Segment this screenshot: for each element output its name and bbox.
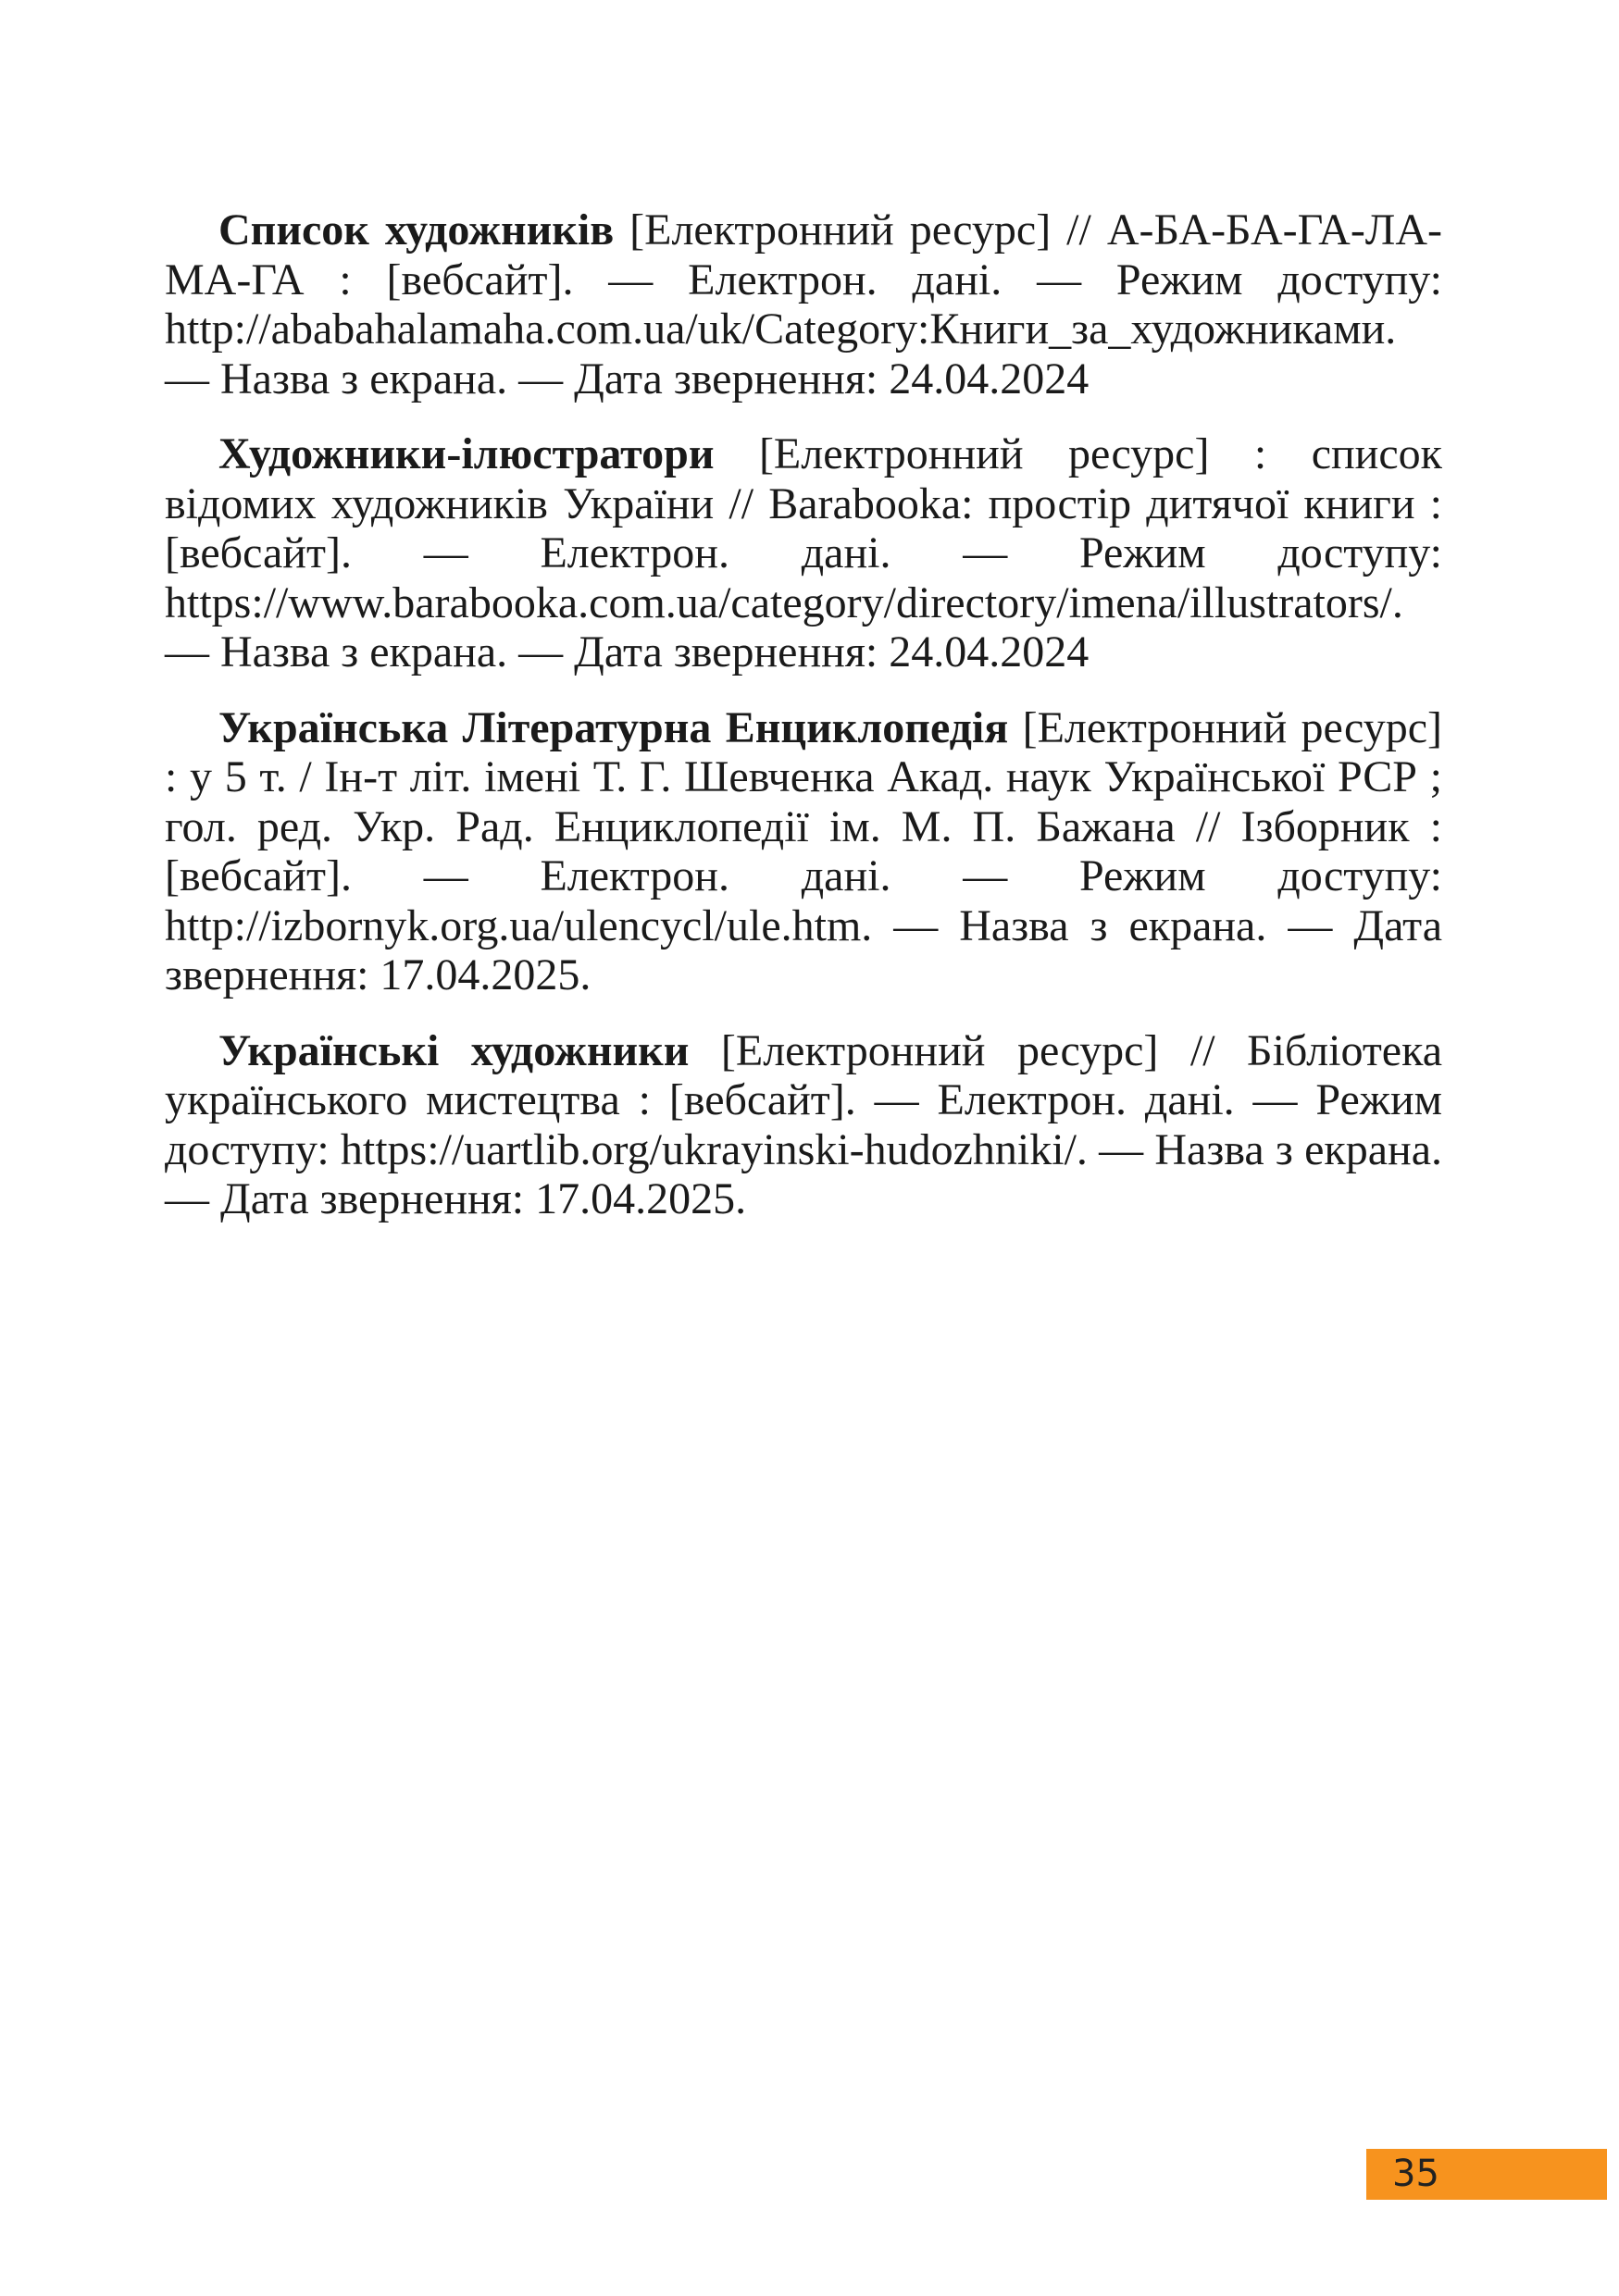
bibliography-entry <box>165 429 1442 677</box>
entry-text: [Електронний ресурс] : у 5 т. / Ін-т літ. імені Т. Г. Шевченка Акад. наук Української РСР ; гол. ред. Укр. Рад. Енциклопедії ім. М. П. Бажана // Ізборник : [вебсайт]. — Електрон. дані. — Режим доступу: http://izbornyk.org.ua/ulencycl/ule.htm. — Назва з екрана. — Дата звернення: 17.04.2025. <box>165 702 1442 999</box>
entry-title: Українські художники <box>218 1025 690 1075</box>
entry-title: Художники-ілюстратори <box>218 429 715 478</box>
bibliography-entry <box>165 703 1442 1000</box>
entry-text: [Електронний ресурс] // А-БА-БА-ГА-ЛА-МА-ГА : [вебсайт]. — Електрон. дані. — Режим доступу: http://ababahalamaha.com.ua/uk/Category:Книги_за_художниками. — Назва з екрана. — Дата звернення: 24.04.2024 <box>165 205 1442 403</box>
page-number: 35 <box>1366 2149 1607 2200</box>
bibliography-entry <box>165 205 1442 403</box>
entry-text: [Електронний ресурс] // Бібліотека українського мистецтва : [вебсайт]. — Електрон. дані. — Режим доступу: https://uartlib.org/ukrayinski-hudozhniki/. — Назва з екрана. — Дата звернення: 17.04.2025. <box>165 1025 1442 1223</box>
entry-text: [Електронний ресурс] : список відомих художників України // Barabooka: простір дитячої книги : [вебсайт]. — Електрон. дані. — Режим доступу: https://www.barabooka.com.ua/category/directory/imena/illustrators/. — Назва з екрана. — Дата звернення: 24.04.2024 <box>165 429 1442 676</box>
entry-title: Українська Літературна Енциклопедія <box>218 702 1009 752</box>
entry-title: Список художників <box>218 205 615 254</box>
bibliography-entry <box>165 1026 1442 1224</box>
bibliography-list <box>165 205 1442 1250</box>
